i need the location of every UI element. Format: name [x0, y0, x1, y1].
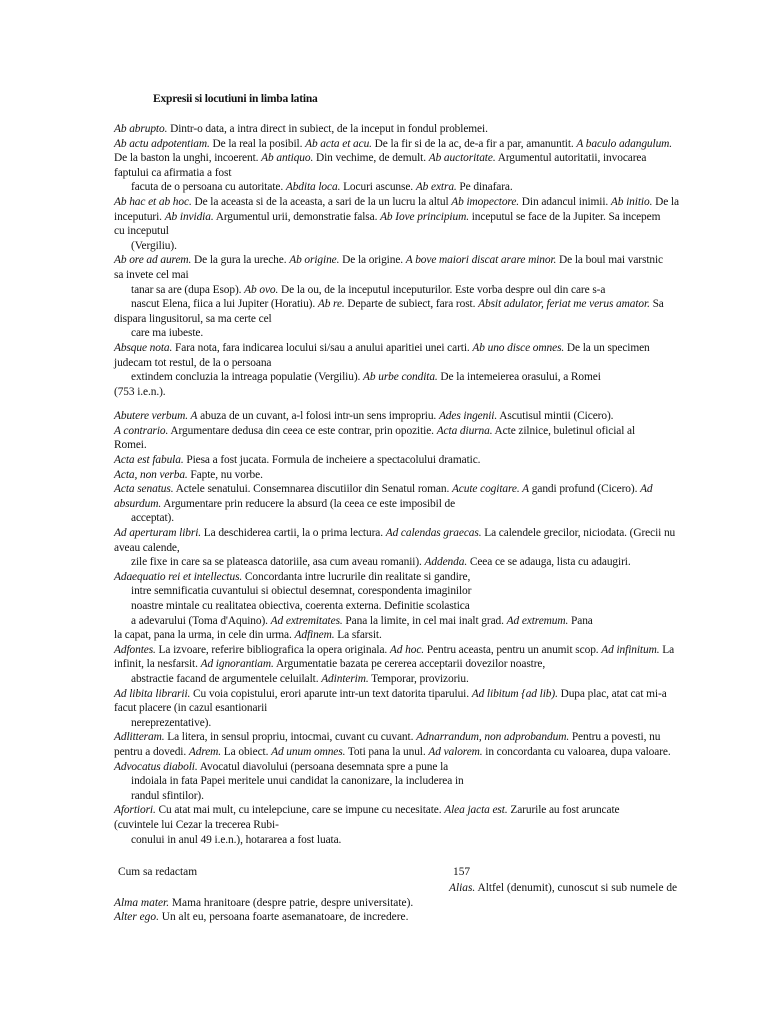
text-line: tanar sa are (dupa Esop). Ab ovo. De la ou, de la inceputul inceputurilor. Este vorba despre oul din care s-a	[131, 283, 606, 296]
text-line: inceputuri. Ab invidia. Argumentul urii, demonstratie falsa. Ab Iove principium. inceputul se face de la Jupiter. Sa incepem	[114, 210, 661, 223]
text-line: pentru a dovedi. Adrem. La obiect. Ad unum omnes. Toti pana la unul. Ad valorem. in concordanta cu valoarea, dupa valoare.	[114, 745, 671, 758]
text-line: aveau calende,	[114, 541, 180, 554]
text-line: a adevarului (Toma d'Aquino). Ad extremitates. Pana la limite, in cel mai inalt grad. Ad extremum. Pana	[131, 614, 593, 627]
text-paragraph	[114, 122, 738, 195]
text-line: sa invete cel mai	[114, 268, 189, 281]
text-line: Adaequatio rei et intellectus. Concordanta intre lucrurile din realitate si gandire,	[114, 570, 471, 583]
text-line: (cuvintele lui Cezar la trecerea Rubi-	[114, 818, 279, 831]
text-line: Abutere verbum. A abuza de un cuvant, a-l folosi intr-un sens impropriu. Ades ingenii. Ascutisul mintii (Cicero).	[114, 410, 614, 423]
text-line: Alter ego. Un alt eu, persoana foarte asemanatoare, de incredere.	[114, 911, 409, 924]
text-line: Acta est fabula. Piesa a fost jucata. Formula de incheiere a spectacolului dramatic.	[114, 454, 481, 467]
page-number: 157	[453, 866, 471, 878]
text-line: Alias. Altfel (denumit), cunoscut si sub numele de	[449, 882, 678, 894]
text-line: Ad libita librarii. Cu voia copistului, erori aparute intr-un text datorita tiparului. Ad libitum {ad lib). Dupa plac, atat cat mi-a	[114, 687, 667, 700]
text-line: Ab actu adpotentiam. De la real la posibil. Ab acta et acu. De la fir si de la ac, de-a fir a par, amanuntit. A baculo adangulum.	[114, 137, 673, 150]
text-line: Romei.	[114, 439, 147, 452]
paragraph-gap	[114, 399, 738, 409]
text-line: faptului ca afirmatia a fost	[114, 166, 232, 179]
text-line: Afortiori. Cu atat mai mult, cu intelepciune, care se impune cu necesitate. Alea jacta est. Zarurile au fost aruncate	[114, 804, 620, 817]
text-line: abstractie facand de argumentele celuilalt. Adinterim. Temporar, provizoriu.	[131, 672, 469, 685]
text-line: facut placere (in cazul esantionarii	[114, 702, 268, 715]
text-line: indoiala in fata Papei meritele unui candidat la canonizare, la includerea in	[131, 775, 464, 788]
footer-book-title: Cum sa redactam	[118, 866, 198, 878]
text-line: Acta senatus. Actele senatului. Consemnarea discutiilor din Senatul roman. Acute cogitare. A gandi profund (Cicero). Ad	[114, 483, 653, 496]
text-line: absurdum. Argumentare prin reducere la absurd (la ceea ce este imposibil de	[114, 497, 456, 510]
text-line: conului in anul 49 i.e.n.), hotararea a fost luata.	[131, 833, 342, 846]
text-line: nascut Elena, fiica a lui Jupiter (Horatiu). Ab re. Departe de subiect, fara rost. Absit adulator, feriat me verus amator. Sa	[131, 298, 664, 311]
text-line: Ab abrupto. Dintr-o data, a intra direct in subiect, de la inceput in fondul problemei.	[114, 123, 488, 135]
text-line: nereprezentative).	[131, 716, 212, 729]
text-line: intre semnificatia cuvantului si obiectul desemnat, corespondenta imaginilor	[131, 585, 472, 598]
text-line: Ab hac et ab hoc. De la aceasta si de la aceasta, a sari de la un lucru la altul Ab imopectore. Din adancul inimii. Ab initio. De la	[114, 195, 679, 208]
text-line: acceptat).	[131, 512, 174, 525]
text-line: De la baston la unghi, incoerent. Ab antiquo. Din vechime, de demult. Ab auctoritate. Argumentul autoritatii, invocarea	[114, 152, 647, 165]
text-line: Ab ore ad aurem. De la gura la ureche. Ab origine. De la origine. A bove maiori discat arare minor. De la boul mai varstnic	[114, 254, 663, 267]
text-line: Adlitteram. La litera, in sensul propriu, intocmai, cuvant cu cuvant. Adnarrandum, non adprobandum. Pentru a povesti, nu	[114, 731, 661, 744]
text-paragraph	[114, 409, 738, 847]
text-line: cu inceputul	[114, 225, 169, 238]
text-line: (753 i.e.n.).	[114, 385, 166, 398]
text-line: Ad aperturam libri. La deschiderea cartii, la o prima lectura. Ad calendas graecas. La calendele grecilor, niciodata. (Grecii nu	[114, 527, 676, 540]
text-paragraph	[114, 253, 738, 341]
text-line: judecam tot restul, de la o persoana	[114, 356, 272, 369]
text-line: (Vergiliu).	[131, 239, 177, 252]
text-line: noastre mintale cu realitatea obiectiva, coerenta externa. Definitie scolastica	[131, 600, 470, 612]
text-line: zile fixe in care sa se plateasca datoriile, asa cum aveau romanii). Addenda. Ceea ce se adauga, lista cu adaugiri.	[131, 556, 631, 569]
text-line: facuta de o persoana cu autoritate. Abdita loca. Locuri ascunse. Ab extra. Pe dinafara.	[131, 181, 513, 194]
text-line: Absque nota. Fara nota, fara indicarea locului si/sau a anului aparitiei unei carti. Ab uno disce omnes. De la un specimen	[114, 341, 650, 354]
continuation-text	[114, 881, 738, 925]
text-line: Adfontes. La izvoare, referire bibliografica la opera originala. Ad hoc. Pentru aceasta, pentru un anumit scop. Ad infinitum. La	[114, 643, 675, 656]
text-line: infinit, la nesfarsit. Ad ignorantiam. Argumentatie bazata pe cererea acceptarii dovezilor noastre,	[114, 658, 546, 671]
text-paragraph	[114, 195, 738, 253]
text-line: dispara lingusitorul, sa ma certe cel	[114, 312, 272, 325]
document-body	[114, 122, 738, 847]
text-line: Alma mater. Mama hranitoare (despre patrie, despre universitate).	[114, 896, 414, 909]
text-line: care ma iubeste.	[131, 327, 204, 340]
text-line: randul sfintilor).	[131, 789, 204, 802]
page-title: Expresii si locutiuni in limba latina	[153, 93, 318, 105]
text-line: Advocatus diaboli. Avocatul diavolului (persoana desemnata spre a pune la	[114, 760, 449, 773]
text-line: extindem concluzia la intreaga populatie (Vergiliu). Ab urbe condita. De la intemeierea orasului, a Romei	[131, 371, 601, 384]
text-paragraph	[114, 341, 738, 399]
text-line: A contrario. Argumentare dedusa din ceea ce este contrar, prin opozitie. Acta diurna. Acte zilnice, buletinul oficial al	[114, 424, 636, 437]
text-line: Acta, non verba. Fapte, nu vorbe.	[114, 468, 263, 481]
text-line: la capat, pana la urma, in cele din urma. Adfinem. La sfarsit.	[114, 629, 382, 642]
